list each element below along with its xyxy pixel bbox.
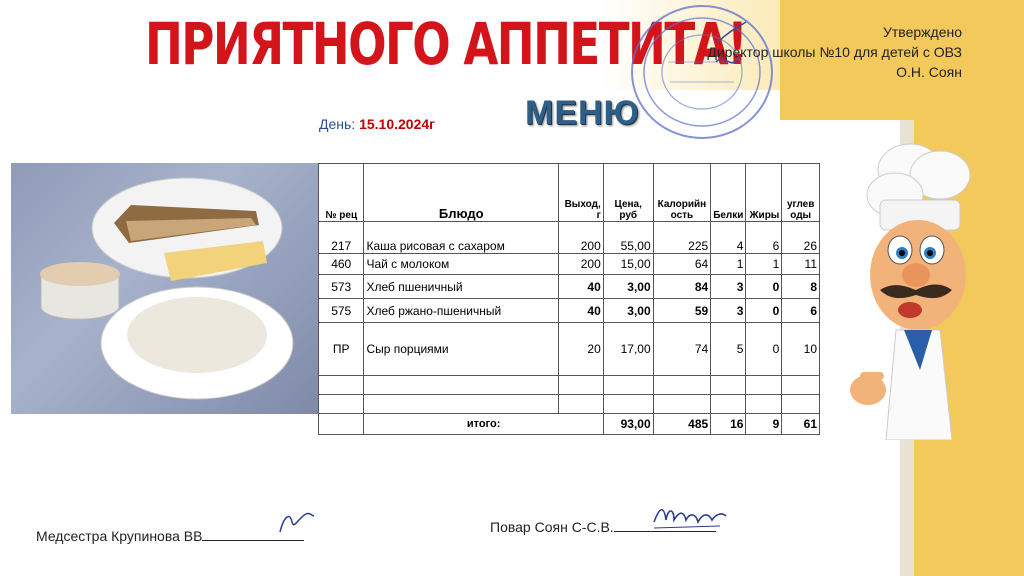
food-photo [11,163,318,414]
nurse-signature-blank [202,526,304,541]
row-proteins: 3 [711,275,746,299]
date-value: 15.10.2024г [359,116,435,132]
row-calories: 59 [653,299,711,323]
table-row [319,323,820,376]
header-calories: Калорийность [653,164,711,222]
row-dish: Хлеб ржано-пшеничный [364,299,559,323]
date-line [319,116,435,132]
table-row [319,275,820,299]
row-proteins: 3 [711,299,746,323]
menu-title: МЕНЮ [525,94,640,132]
total-proteins: 16 [711,414,746,435]
row-price: 3,00 [603,299,653,323]
row-num: 217 [319,222,364,254]
header-price: Цена, руб [603,164,653,222]
row-output: 40 [559,299,604,323]
row-calories: 64 [653,254,711,275]
row-calories: 84 [653,275,711,299]
date-label: День: [319,116,356,132]
total-fats: 9 [746,414,782,435]
row-proteins: 5 [711,323,746,376]
row-calories: 74 [653,323,711,376]
approval-title: Утверждено [883,24,962,40]
row-dish: Хлеб пшеничный [364,275,559,299]
row-carbs: 26 [782,222,820,254]
cook-name: Повар Соян С-С.В. [490,519,614,535]
cook-signature-line [490,517,716,535]
row-output: 200 [559,222,604,254]
header-output: Выход, г [559,164,604,222]
table-row [319,222,820,254]
row-fats: 0 [746,275,782,299]
row-output: 200 [559,254,604,275]
table-header-row [319,164,820,222]
total-carbs: 61 [782,414,820,435]
row-carbs: 6 [782,299,820,323]
row-proteins: 4 [711,222,746,254]
row-num: 573 [319,275,364,299]
row-num: 460 [319,254,364,275]
headline-title: ПРИЯТНОГО АППЕТИТА! [145,10,747,78]
row-carbs: 11 [782,254,820,275]
row-fats: 6 [746,222,782,254]
table-total-row [319,414,820,435]
nurse-signature-line [36,526,304,544]
header-dish: Блюдо [364,164,559,222]
chef-mascot-icon [840,140,990,440]
cook-signature-blank [614,517,716,532]
food-illustration-icon [11,163,318,414]
header-carbs: углеводы [782,164,820,222]
row-output: 20 [559,323,604,376]
row-dish: Каша рисовая с сахаром [364,222,559,254]
row-fats: 0 [746,323,782,376]
header-num: № рец [319,164,364,222]
header-proteins: Белки [711,164,746,222]
row-num: 575 [319,299,364,323]
table-row [319,299,820,323]
row-num: ПР [319,323,364,376]
row-dish: Чай с молоком [364,254,559,275]
table-row [319,254,820,275]
row-proteins: 1 [711,254,746,275]
nurse-name: Медсестра Крупинова ВВ [36,528,203,544]
row-carbs: 10 [782,323,820,376]
row-output: 40 [559,275,604,299]
total-label: итого: [364,414,603,435]
row-price: 3,00 [603,275,653,299]
total-calories: 485 [653,414,711,435]
header-fats: Жиры [746,164,782,222]
row-price: 55,00 [603,222,653,254]
row-dish: Сыр порциями [364,323,559,376]
row-fats: 1 [746,254,782,275]
table-empty-row [319,376,820,395]
total-price: 93,00 [603,414,653,435]
approval-block [707,22,962,82]
row-price: 15,00 [603,254,653,275]
approval-name: О.Н. Соян [896,64,962,80]
table-empty-row [319,395,820,414]
row-price: 17,00 [603,323,653,376]
row-carbs: 8 [782,275,820,299]
approval-position: Директор школы №10 для детей с ОВЗ [707,44,962,60]
menu-table [318,163,820,435]
row-fats: 0 [746,299,782,323]
row-calories: 225 [653,222,711,254]
